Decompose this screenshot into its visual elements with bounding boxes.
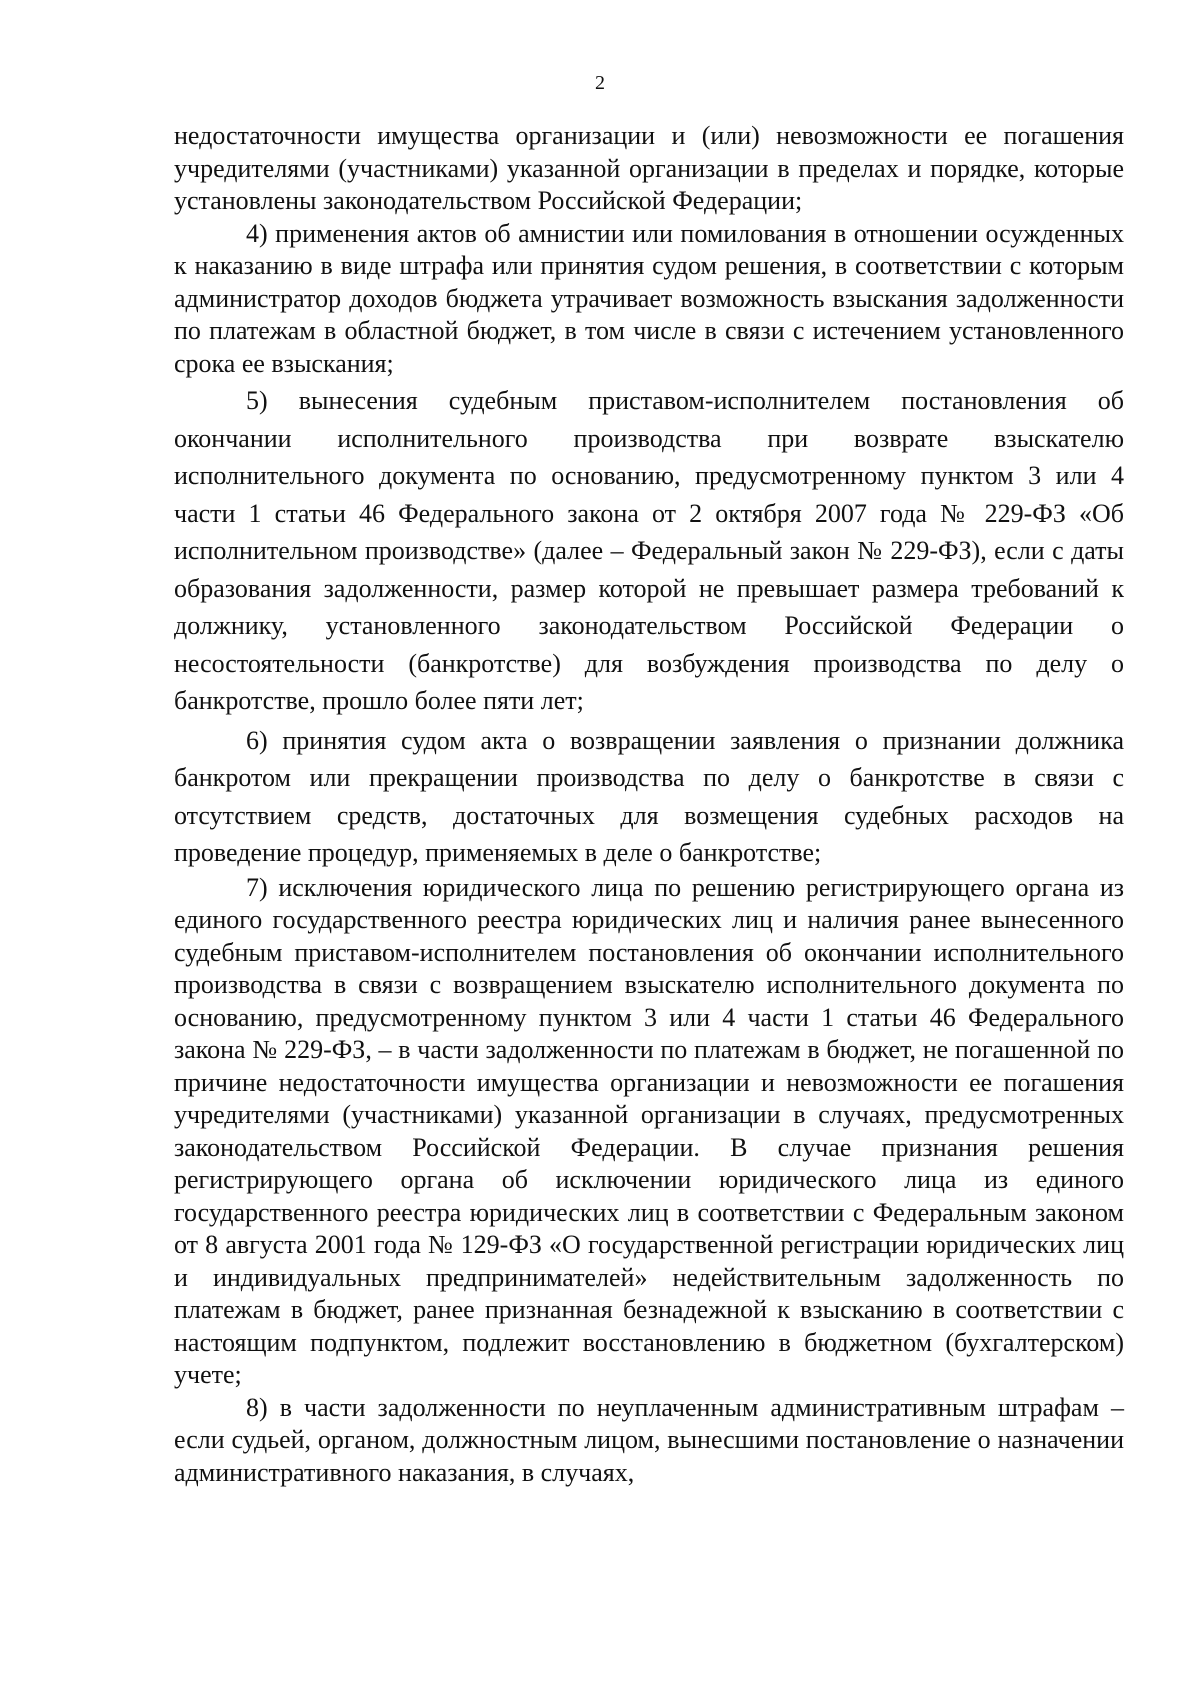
paragraph-continuation: недостаточности имущества организации и (или) невозможности ее погашения учредителями (участниками) указанной организации в пределах и порядке, которые установлены законодательством Российской Федерации; bbox=[174, 121, 1124, 215]
page-number: 2 bbox=[595, 72, 605, 94]
paragraph-item-8: 8) в части задолженности по неуплаченным административным штрафам – если судьей, органом, должностным лицом, вынесшими постановление о назначении административного наказания, в случаях, bbox=[174, 1392, 1124, 1487]
paragraph-item-7: 7) исключения юридического лица по решению регистрирующего органа из единого государственного реестра юридических лиц и наличия ранее вынесенного судебным приставом-исполнителем постановления об окончании исполнительного производства в связи с возвращением взыскателю исполнительного документа по основанию, предусмотренному пунктом 3 или 4 части 1 статьи 46 Федерального закона № 229-ФЗ, – в части задолженности по платежам в бюджет, не погашенной по причине недостаточности имущества организации и невозможности ее погашения учредителями (участниками) указанной организации в случаях, предусмотренных законодательством Российской Федерации. В случае признания решения регистрирующего органа об исключении юридического лица из единого государственного реестра юридических лиц в соответствии с Федеральным законом от 8 августа 2001 года № 129-ФЗ «О государственной регистрации юридических лиц и индивидуальных предпринимателей» недействительным задолженность по платежам в бюджет, ранее признанная безнадежной к взысканию в соответствии с настоящим подпунктом, подлежит восстановлению в бюджетном (бухгалтерском) учете; bbox=[174, 872, 1124, 1389]
paragraph-item-4: 4) применения актов об амнистии или помилования в отношении осужденных к наказанию в виде штрафа или принятия судом решения, в соответствии с которым администратор доходов бюджета утрачивает возможность взыскания задолженности по платежам в областной бюджет, в том числе в связи с истечением установленного срока ее взыскания; bbox=[174, 218, 1124, 378]
paragraph-item-5: 5) вынесения судебным приставом-исполнителем постановления об окончании исполнительного производства при возврате взыскателю исполнительного документа по основанию, предусмотренному пунктом 3 или 4 части 1 статьи 46 Федерального закона от 2 октября 2007 года № 229-ФЗ «Об исполнительном производстве» (далее – Федеральный закон № 229-ФЗ), если с даты образования задолженности, размер которой не превышает размера требований к должнику, установленного законодательством Российской Федерации о несостоятельности (банкротстве) для возбуждения производства по делу о банкротстве, прошло более пяти лет; bbox=[174, 386, 1124, 715]
document-body bbox=[174, 120, 1124, 1489]
paragraph-item-6: 6) принятия судом акта о возвращении заявления о признании должника банкротом или прекращении производства по делу о банкротстве в связи с отсутствием средств, достаточных для возмещения судебных расходов на проведение процедур, применяемых в деле о банкротстве; bbox=[174, 725, 1124, 867]
